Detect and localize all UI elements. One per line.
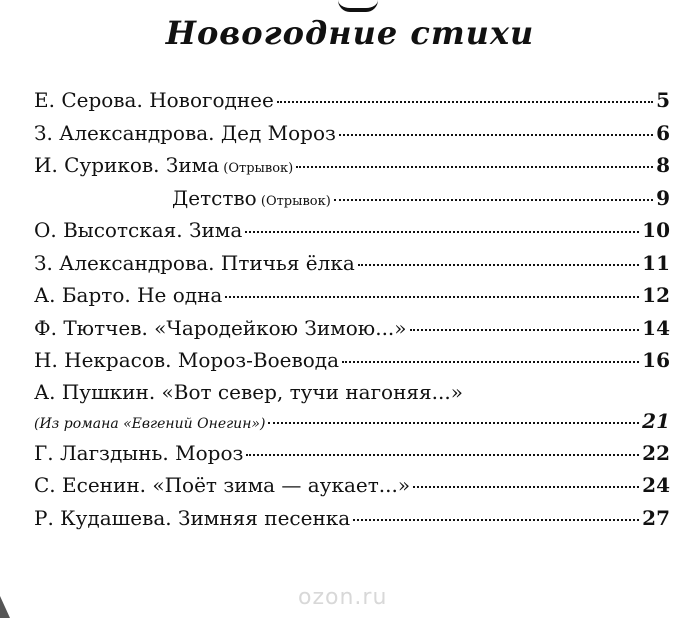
toc-entry [34, 214, 670, 247]
toc-entry-title: Р. Кудашева. Зимняя песенка [34, 505, 351, 530]
toc-page-number: 27 [642, 505, 670, 530]
toc-entry-title: Г. Лагздынь. Мороз [34, 440, 244, 465]
toc-entry [34, 377, 670, 437]
toc-entry [34, 437, 670, 470]
toc-entry [34, 312, 670, 345]
toc-page-number: 24 [642, 473, 670, 497]
toc-page-number: 11 [642, 250, 670, 275]
toc-entry [34, 84, 670, 117]
toc-entry [34, 469, 670, 502]
toc-entry-title: О. Высотская. Зима [34, 218, 243, 242]
toc-page-number: 8 [656, 153, 670, 177]
toc-entry-title: Е. Серова. Новогоднее [34, 88, 274, 112]
page-corner-mark [0, 596, 10, 618]
toc-entry-subtext: (Из романа «Евгений Онегин») [34, 415, 266, 432]
leader-dots [353, 519, 639, 521]
watermark: ozon.ru [298, 585, 388, 610]
toc-entry-title: А. Пушкин. «Вот север, тучи нагоняя...» [34, 379, 463, 404]
toc-entry [34, 149, 670, 182]
toc-entry [34, 182, 670, 215]
leader-dots [268, 422, 639, 424]
toc-page-number: 22 [642, 440, 670, 465]
leader-dots [245, 231, 639, 233]
page-title: Новогодние стихи [165, 14, 535, 52]
leader-dots [225, 296, 639, 298]
toc-entry-title: Ф. Тютчев. «Чародейкою Зимою...» [34, 315, 407, 340]
toc-entry-title: И. Суриков. Зима [34, 153, 220, 177]
toc-entry [34, 247, 670, 280]
leader-dots [358, 264, 639, 266]
toc-entry-title: Н. Некрасов. Мороз-Воевода [34, 348, 340, 372]
toc-page-number: 10 [642, 218, 670, 242]
toc-page-number: 21 [642, 408, 670, 433]
toc-entry-title: Детство [172, 185, 257, 210]
leader-dots [342, 361, 639, 363]
toc-entry-title: З. Александрова. Дед Мороз [34, 120, 336, 145]
toc-entry-title: З. Александрова. Птичья ёлка [34, 250, 355, 275]
leader-dots [334, 199, 653, 201]
table-of-contents [34, 84, 670, 534]
toc-entry [34, 279, 670, 312]
toc-entry [34, 117, 670, 150]
leader-dots [277, 101, 653, 103]
leader-dots [339, 134, 653, 136]
toc-entry-note: (Отрывок) [260, 193, 331, 209]
toc-page-number: 16 [642, 348, 670, 372]
toc-page-number: 6 [656, 120, 670, 145]
leader-dots [246, 454, 639, 456]
toc-page-number: 5 [656, 88, 670, 112]
toc-entry [34, 344, 670, 377]
toc-entry-title: С. Есенин. «Поёт зима — аукает...» [34, 473, 411, 497]
decorative-flourish [338, 0, 378, 12]
toc-page-number: 14 [642, 315, 670, 340]
toc-page-number: 9 [656, 185, 670, 210]
toc-entry [34, 502, 670, 535]
toc-entry-note: (Отрывок) [223, 161, 294, 176]
toc-page-number: 12 [642, 283, 670, 307]
toc-entry-subline [34, 407, 670, 438]
leader-dots [296, 166, 653, 168]
toc-entry-title: А. Барто. Не одна [34, 283, 223, 307]
leader-dots [413, 486, 639, 488]
leader-dots [410, 329, 640, 331]
